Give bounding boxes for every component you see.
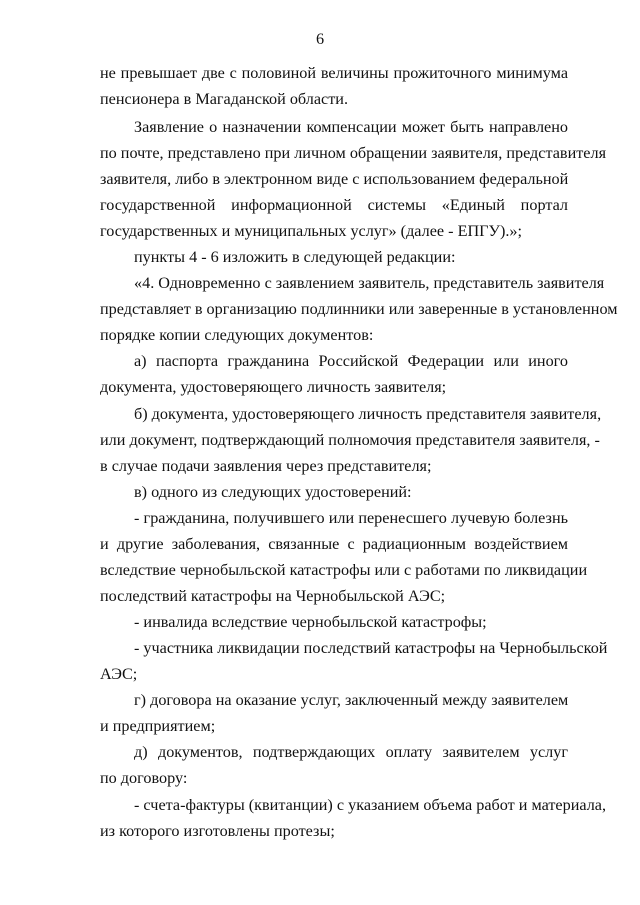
text-line: по договору: [100,769,188,787]
text-line: государственной информационной системы «Единый портал [100,196,568,214]
text-line: АЭС; [100,665,138,683]
text-line: г) договора на оказание услуг, заключенный между заявителем [134,691,569,709]
text-line: «4. Одновременно с заявлением заявитель, представитель заявителя [134,274,605,292]
text-line: из которого изготовлены протезы; [100,822,335,840]
text-line: вследствие чернобыльской катастрофы или с работами по ликвидации [100,561,588,579]
text-line: не превышает две с половиной величины прожиточного минимума [100,64,568,82]
text-line: д) документов, подтверждающих оплату заявителем услуг [134,743,568,761]
text-line: - счета-фактуры (квитанции) с указанием объема работ и материала, [134,796,607,814]
text-line: и предприятием; [100,717,216,735]
text-line: пункты 4 - 6 изложить в следующей редакции: [134,248,456,266]
text-line: порядке копии следующих документов: [100,326,374,344]
text-line: последствий катастрофы на Чернобыльской АЭС; [100,587,446,605]
text-line: пенсионера в Магаданской области. [100,90,348,108]
text-line: - участника ликвидации последствий катастрофы на Чернобыльской [134,639,608,657]
text-line: в случае подачи заявления через представителя; [100,457,432,475]
text-line: представляет в организацию подлинники или заверенные в установленном [100,300,618,318]
text-line: или документ, подтверждающий полномочия представителя заявителя, - [100,431,600,449]
text-line: в) одного из следующих удостоверений: [134,483,412,501]
page-number: 6 [315,30,325,48]
text-line: - инвалида вследствие чернобыльской катастрофы; [134,613,487,631]
text-line: б) документа, удостоверяющего личность представителя заявителя, [134,405,602,423]
text-line: по почте, представлено при личном обращении заявителя, представителя [100,144,607,162]
text-line: заявителя, либо в электронном виде с использованием федеральной [100,170,569,188]
text-line: документа, удостоверяющего личность заявителя; [100,378,447,396]
text-line: и другие заболевания, связанные с радиационным воздействием [100,535,568,553]
text-line: - гражданина, получившего или перенесшего лучевую болезнь [134,509,568,527]
text-line: Заявление о назначении компенсации может быть направлено [134,118,568,136]
text-line: а) паспорта гражданина Российской Федерации или иного [134,352,568,370]
text-line: государственных и муниципальных услуг» (далее - ЕПГУ).»; [100,222,522,240]
